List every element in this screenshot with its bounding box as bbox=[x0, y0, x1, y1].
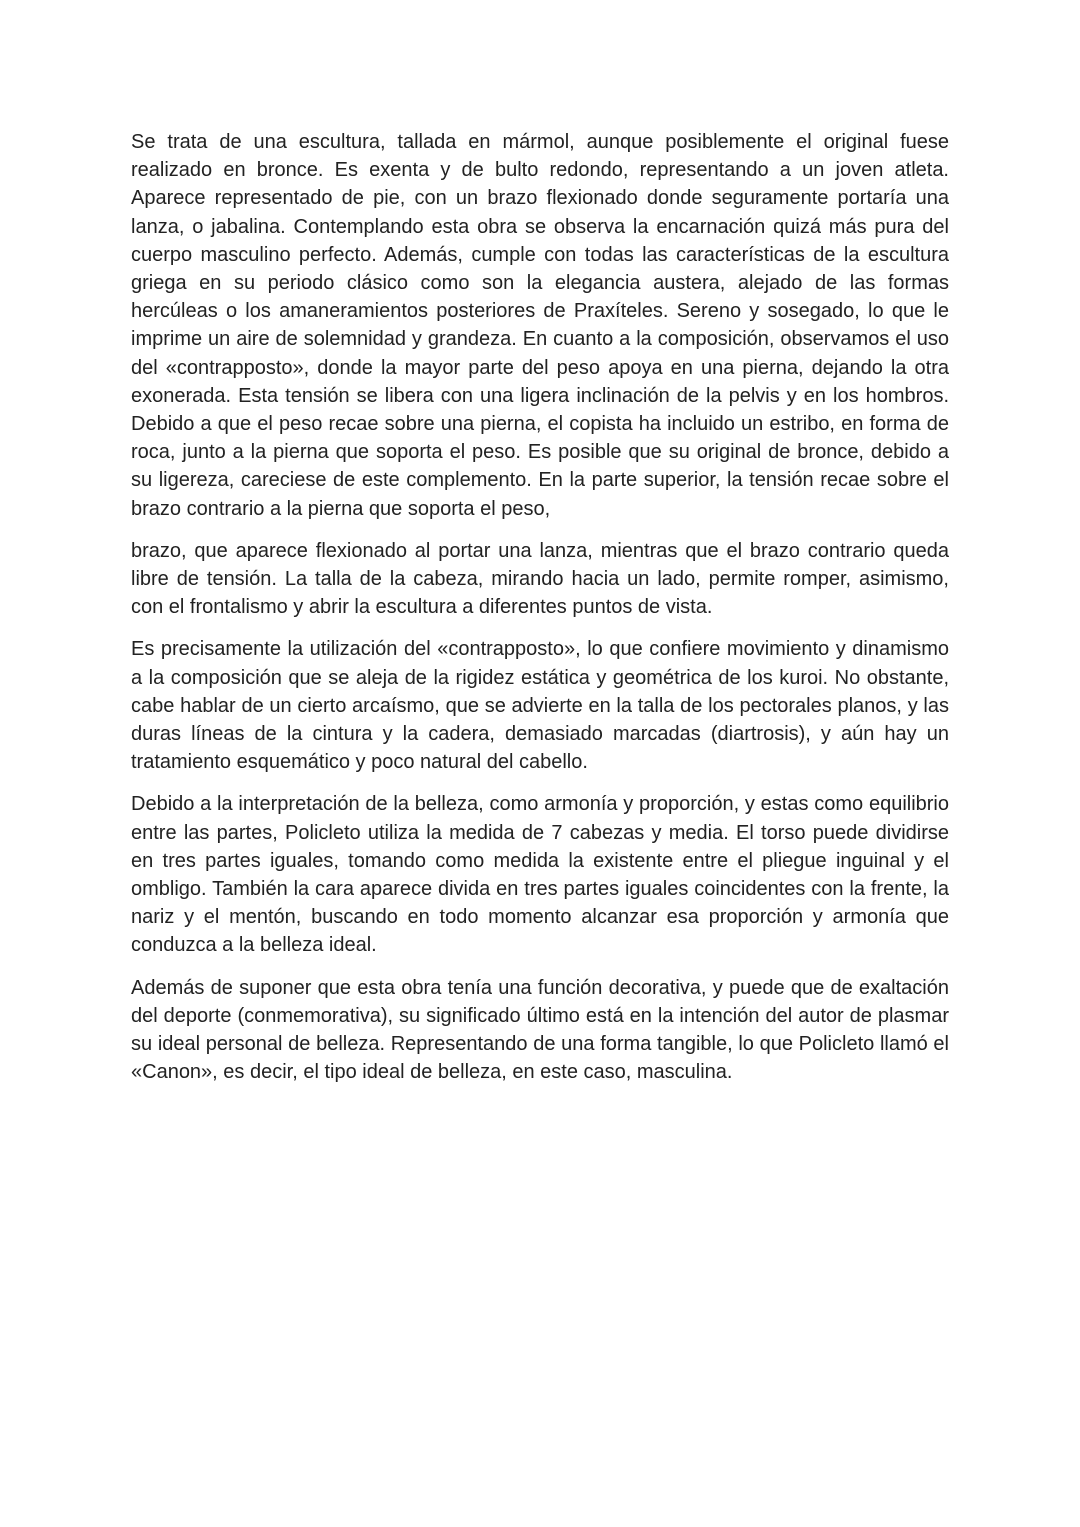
paragraph-1: Se trata de una escultura, tallada en mármol, aunque posiblemente el original fuese realizado en bronce. Es exenta y de bulto redondo, representando a un joven atleta. Aparece representado de pie, con un brazo flexionado donde seguramente portaría una lanza, o jabalina. Contemplando esta obra se observa la encarnación quizá más pura del cuerpo masculino perfecto. Además, cumple con todas las características de la escultura griega en su periodo clásico como son la elegancia austera, alejado de las formas hercúleas o los amaneramientos posteriores de Praxíteles. Sereno y sosegado, lo que le imprime un aire de solemnidad y grandeza. En cuanto a la composición, observamos el uso del «contrapposto», donde la mayor parte del peso apoya en una pierna, dejando la otra exonerada. Esta tensión se libera con una ligera inclinación de la pelvis y en los hombros. Debido a que el peso recae sobre una pierna, el copista ha incluido un estribo, en forma de roca, junto a la pierna que soporta el peso. Es posible que su original de bronce, debido a su ligereza, careciese de este complemento. En la parte superior, la tensión recae sobre el brazo contrario a la pierna que soporta el peso, bbox=[131, 131, 949, 520]
paragraph-2: brazo, que aparece flexionado al portar una lanza, mientras que el brazo contrario queda libre de tensión. La talla de la cabeza, mirando hacia un lado, permite romper, asimismo, con el frontalismo y abrir la escultura a diferentes puntos de vista. bbox=[131, 539, 949, 619]
paragraph-5: Además de suponer que esta obra tenía una función decorativa, y puede que de exaltación del deporte (conmemorativa), su significado último está en la intención del autor de plasmar su ideal personal de belleza. Representando de una forma tangible, lo que Policleto llamó el «Canon», es decir, el tipo ideal de belleza, en este caso, masculina. bbox=[131, 976, 949, 1084]
document-page bbox=[131, 128, 949, 1101]
paragraph-3: Es precisamente la utilización del «contrapposto», lo que confiere movimiento y dinamismo a la composición que se aleja de la rigidez estática y geométrica de los kuroi. No obstante, cabe hablar de un cierto arcaísmo, que se advierte en la talla de los pectorales planos, y las duras líneas de la cintura y la cadera, demasiado marcadas (diartrosis), y aún hay un tratamiento esquemático y poco natural del cabello. bbox=[131, 638, 949, 774]
paragraph-4: Debido a la interpretación de la belleza, como armonía y proporción, y estas como equilibrio entre las partes, Policleto utiliza la medida de 7 cabezas y media. El torso puede dividirse en tres partes iguales, tomando como medida la existente entre el pliegue inguinal y el ombligo. También la cara aparece divida en tres partes iguales coincidentes con la frente, la nariz y el mentón, buscando en todo momento alcanzar esa proporción y armonía que conduzca a la belleza ideal. bbox=[131, 793, 949, 957]
